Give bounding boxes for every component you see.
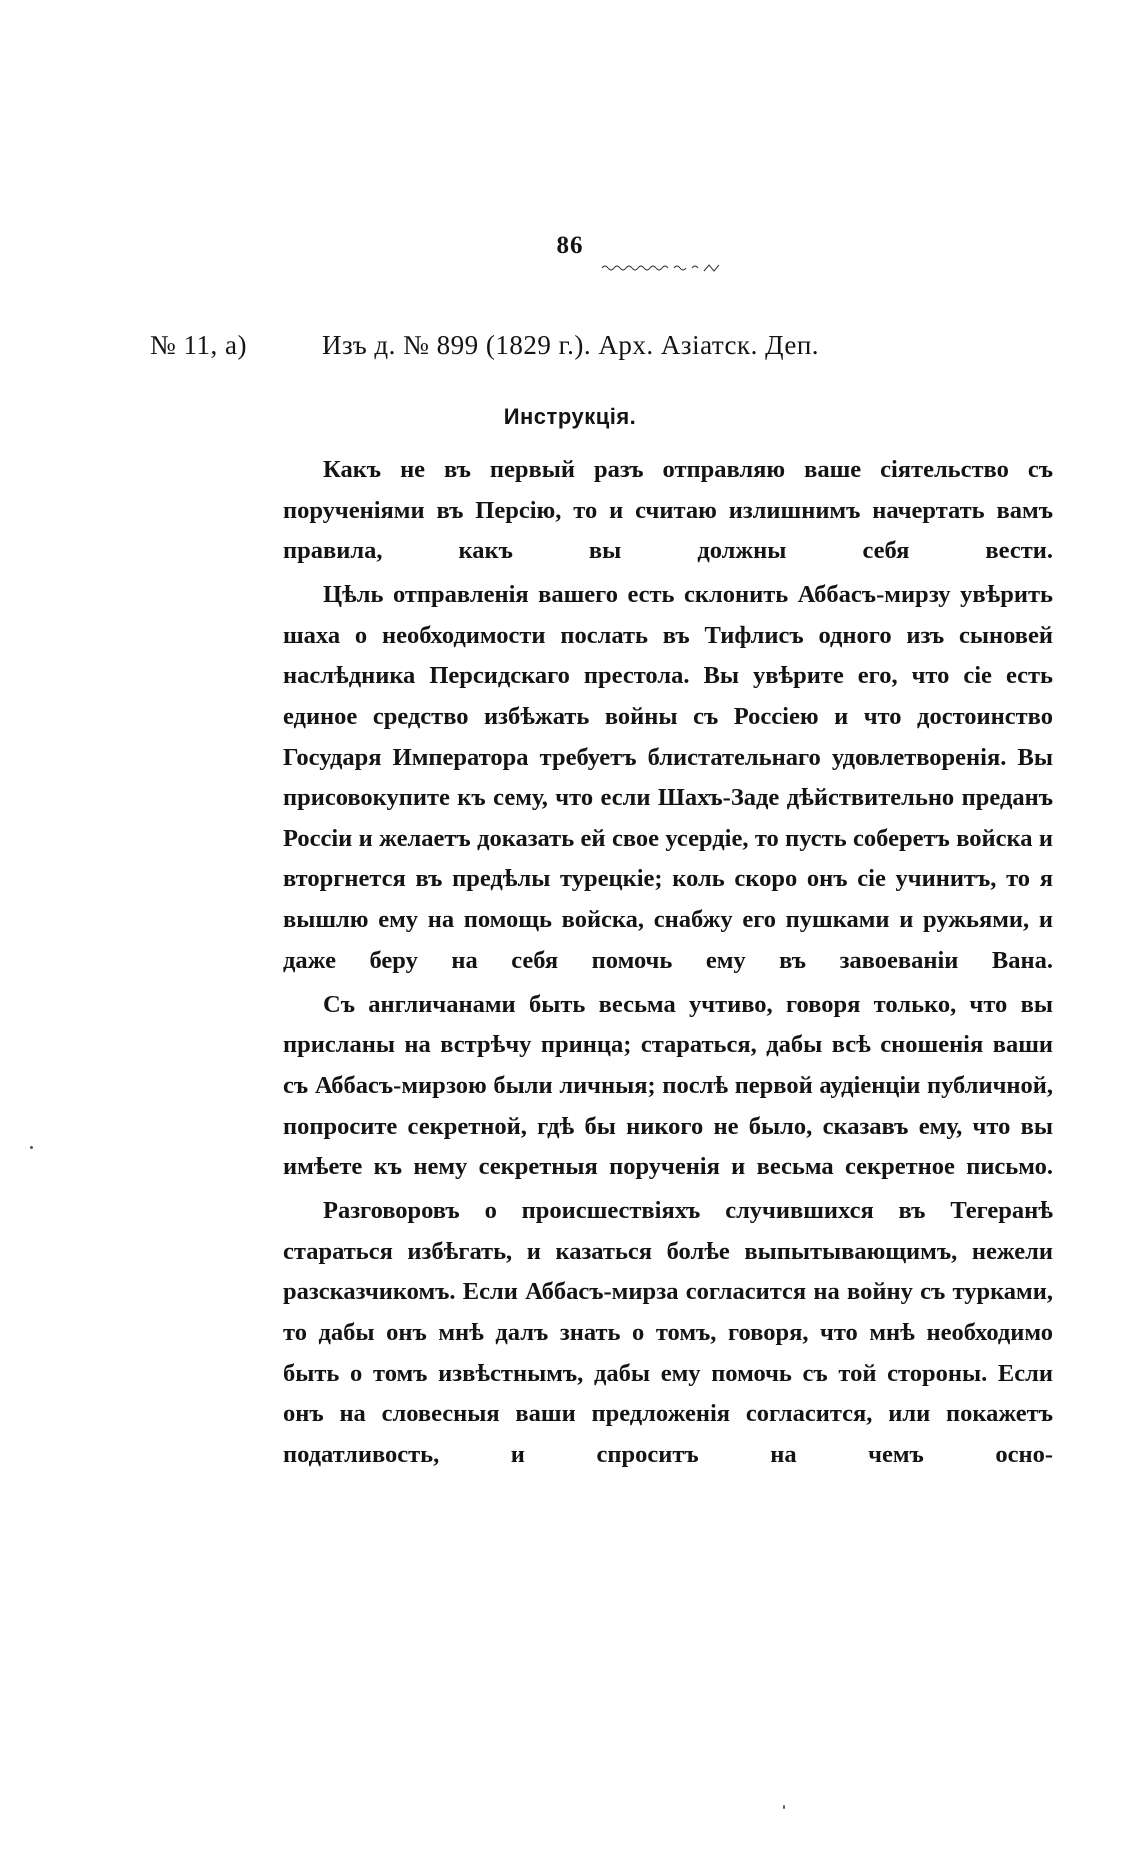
page-number: 86: [556, 232, 584, 259]
paragraph-3: Съ англичанами быть весьма учтиво, говоря только, что вы присланы на встрѣчу принца; стараться, дабы всѣ сношенія ваши съ Аббасъ-мирзою были личныя; послѣ первой аудіенціи публичной, попросите секретной, гдѣ бы никого не было, сказавъ ему, что вы имѣете къ нему секретныя порученія и весьма секретное письмо.: [283, 990, 1053, 1181]
scan-speck: [30, 1146, 33, 1149]
scan-speck: [783, 1805, 785, 1809]
paragraph-2: Цѣль отправленія вашего есть склонить Аббасъ-мирзу увѣрить шаха о необходимости послать въ Тифлисъ одного изъ сыновей наслѣдника Персидскаго престола. Вы увѣрите его, что сіе есть единое средство избѣжать войны съ Россіею и что достоинство Государя Императора требуетъ блистательнаго удовлетворенія. Вы присовокупите къ сему, что если Шахъ-Заде дѣйствительно преданъ Россіи и желаетъ доказать ей свое усердіе, то пусть соберетъ войска и вторгнется въ предѣлы турецкіе; коль скоро онъ сіе учинитъ, то я вышлю ему на помощь войска, снабжу его пушками и ружьями, и даже беру на себя помочь ему въ завоеваніи Вана.: [283, 581, 1053, 974]
page-number-ornament: [600, 262, 722, 274]
document-body: [283, 450, 1053, 1479]
document-title: Инструкція.: [503, 404, 637, 429]
paragraph-4: Разговоровъ о происшествіяхъ случившихся въ Тегеранѣ стараться избѣгать, и казаться болѣе выпытывающимъ, нежели разсказчикомъ. Если Аббасъ-мирза согласится на войну съ турками, то дабы онъ мнѣ далъ знать о томъ, говоря, что мнѣ необходимо быть о томъ извѣстнымъ, дабы ему помочь съ той стороны. Если онъ на словесныя ваши предложенія согласится, или покажетъ податливость, и спроситъ на чемъ осно-: [283, 1197, 1053, 1468]
document-number: № 11, а): [150, 330, 247, 360]
document-source: Изъ д. № 899 (1829 г.). Арх. Азіатск. Деп.: [322, 330, 820, 360]
paragraph-1: Какъ не въ первый разъ отправляю ваше сіятельство съ порученіями въ Персію, то и считаю излишнимъ начертать вамъ правила, какъ вы должны себя вести.: [283, 456, 1053, 565]
